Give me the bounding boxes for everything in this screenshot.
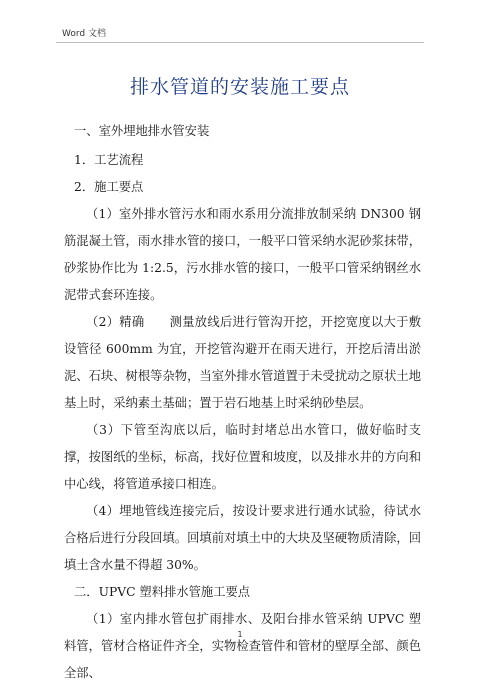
paragraph-item-3: （3）下管至沟底以后，临时封堵总出水管口，做好临时支撑，按图纸的坐标，标高，找好位置和坡度，以及排水井的方向和中心线，将管道承接口相连。 — [64, 423, 421, 491]
section-heading-outdoor-drainage: 一、室外埋地排水管安装 — [74, 124, 210, 138]
subheading-construction-points: 2．施工要点 — [74, 180, 144, 194]
document-body — [64, 118, 421, 687]
page-number: 1 — [237, 630, 243, 639]
document-header-label: Word 文档 — [62, 29, 106, 39]
paragraph-item-2: （2）精确 测量放线后进行管沟开挖，开挖宽度以大于敷设管径 600mm 为宜，开挖管沟避开在雨天进行，开挖后清出淤泥、石块、树根等杂物，当室外排水管道置于未受扰动之原状土地基上时，采纳素土基础；置于岩石地基上时采纳砂垫层。 — [64, 315, 421, 410]
paragraph-upvc-1: （1）室内排水管包扩雨排水、及阳台排水管采纳 UPVC 塑料管，管材合格证件齐全，实物检查管件和管材的壁厚全部、颜色全部、 — [64, 612, 421, 680]
page-title: 排水管道的安装施工要点 — [129, 76, 350, 98]
paragraph-item-1: （1）室外排水管污水和雨水系用分流排放制采纳 DN300 钢筋混凝土管，雨水排水管的接口，一般平口管采纳水泥砂浆抹带，砂浆协作比为 1:2.5，污水排水管的接口，一般平口管采纳钢丝水泥带式套环连接。 — [64, 207, 421, 302]
subheading-process-flow: 1．工艺流程 — [74, 153, 144, 167]
section-heading-upvc: 二．UPVC 塑料排水管施工要点 — [74, 585, 251, 599]
paragraph-item-4: （4）埋地管线连接完后，按设计要求进行通水试验，待试水合格后进行分段回填。回填前对填土中的大块及坚硬物质清除，回填土含水量不得超 30%。 — [64, 504, 421, 572]
header-divider — [56, 42, 424, 43]
